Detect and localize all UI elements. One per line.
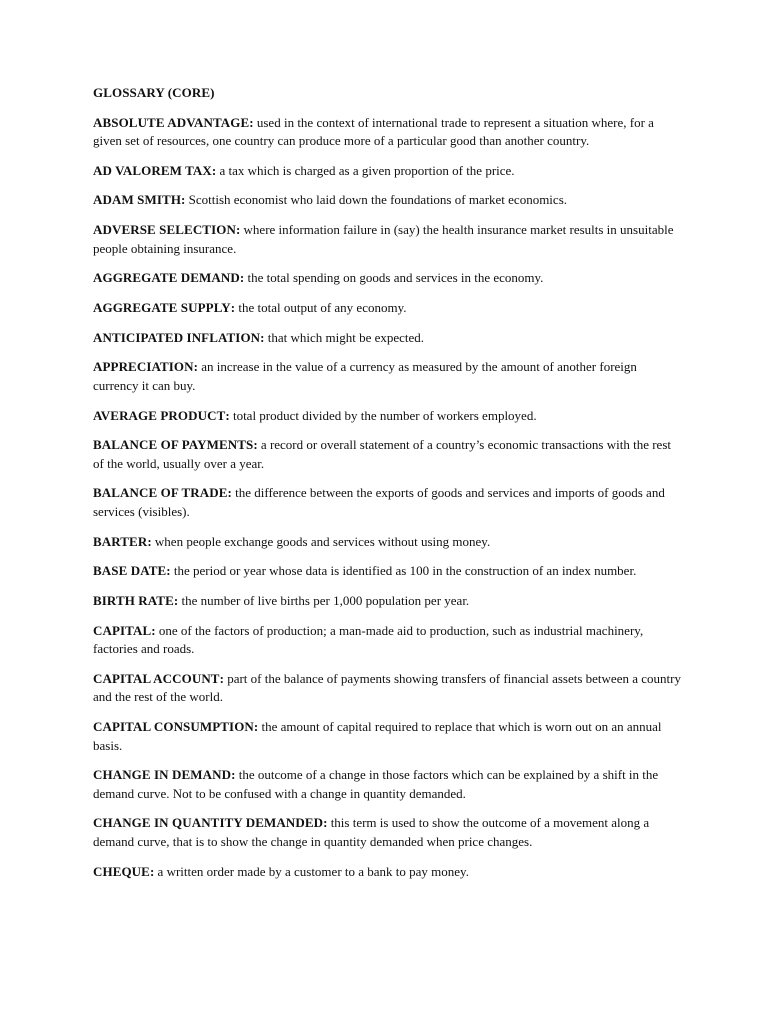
glossary-definition: that which might be expected. (267, 329, 425, 345)
glossary-entry (93, 221, 683, 258)
term-separator: : (211, 162, 220, 178)
term-separator: : (249, 114, 257, 130)
glossary-entry (93, 162, 683, 181)
term-separator: : (323, 815, 331, 831)
glossary-term: BIRTH RATE (93, 592, 174, 608)
term-separator: : (166, 563, 174, 579)
term-separator: : (173, 592, 182, 608)
document-page (93, 84, 683, 892)
term-separator: : (253, 437, 261, 453)
term-separator: : (219, 670, 228, 686)
glossary-entry (93, 114, 683, 151)
glossary-definition: the period or year whose data is identified as 100 in the construction of an index number. (173, 563, 637, 579)
glossary-term: CHANGE IN DEMAND (93, 767, 232, 783)
term-separator: : (151, 622, 159, 638)
glossary-definition: a written order made by a customer to a bank to pay money. (157, 863, 469, 879)
glossary-term: ADAM SMITH (93, 192, 182, 208)
glossary-entry (93, 407, 683, 426)
glossary-entry (93, 533, 683, 552)
glossary-term: CHEQUE (93, 863, 150, 879)
glossary-term: CHANGE IN QUANTITY DEMANDED (93, 815, 324, 831)
page-title: GLOSSARY (CORE) (93, 85, 215, 100)
glossary-term: ADVERSE SELECTION (93, 222, 236, 238)
glossary-definition: an increase in the value of a currency as measured by the amount of another foreign currency it can buy. (93, 359, 637, 393)
glossary-definition: part of the balance of payments showing transfers of financial assets between a country and the rest of the world. (93, 670, 681, 705)
glossary-definition: when people exchange goods and services without using money. (154, 533, 491, 549)
term-separator: : (193, 359, 202, 375)
glossary-definition: total product divided by the number of workers employed. (232, 407, 537, 423)
glossary-entry (93, 299, 683, 318)
glossary-term: ABSOLUTE ADVANTAGE (93, 114, 250, 130)
term-separator: : (147, 533, 155, 549)
term-separator: : (253, 719, 262, 734)
glossary-entry (93, 863, 683, 882)
glossary-term: BARTER (93, 533, 148, 549)
glossary-entry (93, 484, 683, 521)
glossary-entry (93, 592, 683, 611)
glossary-definition: the total output of any economy. (238, 299, 407, 315)
glossary-term: AD VALOREM TAX (93, 162, 212, 178)
glossary-term: BASE DATE (93, 563, 167, 579)
glossary-definition: a record or overall statement of a country’s economic transactions with the rest of the world, usually over a year. (93, 437, 671, 471)
term-separator: : (239, 270, 248, 286)
glossary-definition: the number of live births per 1,000 population per year. (181, 592, 470, 608)
glossary-definition: this term is used to show the outcome of a movement along a demand curve, that is to show the change in quantity demanded when price changes. (93, 815, 650, 849)
term-separator: : (227, 485, 236, 501)
glossary-term: BALANCE OF PAYMENTS (93, 437, 254, 453)
glossary-term: APPRECIATION (93, 359, 194, 375)
glossary-entry (93, 622, 683, 659)
glossary-entry (93, 358, 683, 395)
glossary-definition: a tax which is charged as a given proportion of the price. (219, 162, 515, 178)
glossary-term: AGGREGATE DEMAND (93, 270, 240, 286)
glossary-entry (93, 191, 683, 210)
glossary-definition: the amount of capital required to replace that which is worn out on an annual basis. (93, 719, 662, 753)
glossary-term: CAPITAL ACCOUNT (93, 670, 220, 686)
glossary-entry (93, 269, 683, 288)
term-separator: : (231, 767, 239, 783)
glossary-entry (93, 670, 683, 707)
glossary-term: ANTICIPATED INFLATION (93, 329, 261, 345)
glossary-definition: Scottish economist who laid down the foundations of market economics. (188, 192, 568, 208)
glossary-definition: where information failure in (say) the health insurance market results in unsuitable people obtaining insurance. (93, 222, 674, 256)
glossary-entry (93, 814, 683, 851)
glossary-entry (93, 718, 683, 755)
glossary-definition: one of the factors of production; a man-made aid to production, such as industrial machinery, factories and roads. (93, 622, 644, 657)
term-separator: : (230, 299, 239, 315)
term-separator: : (149, 863, 158, 879)
glossary-entry (93, 329, 683, 348)
glossary-term: BALANCE OF TRADE (93, 485, 228, 501)
glossary-entry (93, 766, 683, 803)
term-separator: : (181, 192, 189, 208)
glossary-entry (93, 436, 683, 473)
glossary-term: CAPITAL (93, 622, 152, 638)
term-separator: : (225, 407, 233, 423)
glossary-definition: used in the context of international trade to represent a situation where, for a given set of resources, one country can produce more of a particular good than another country. (93, 114, 654, 148)
glossary-term: CAPITAL CONSUMPTION (93, 719, 254, 734)
glossary-list (93, 114, 683, 882)
glossary-definition: the outcome of a change in those factors which can be explained by a shift in the demand curve. Not to be confused with a change in quantity demanded. (93, 767, 659, 801)
term-separator: : (260, 329, 268, 345)
term-separator: : (235, 222, 244, 238)
glossary-definition: the difference between the exports of goods and services and imports of goods and services (visibles). (93, 485, 665, 519)
glossary-entry (93, 562, 683, 581)
glossary-definition: the total spending on goods and services in the economy. (247, 270, 544, 286)
glossary-term: AGGREGATE SUPPLY (93, 299, 231, 315)
glossary-term: AVERAGE PRODUCT (93, 407, 226, 423)
